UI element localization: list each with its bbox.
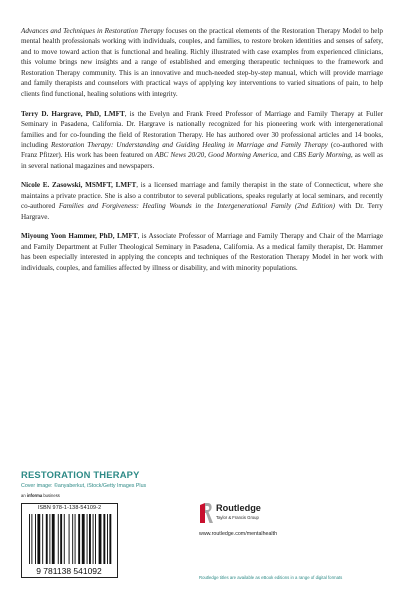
- routledge-r-icon: [199, 502, 214, 524]
- publisher-name: Routledge: [216, 503, 261, 513]
- description-text: focuses on the practical elements of the Restoration Therapy Model to help mental health professionals working with individuals, couples, and families, to restore broken identities and senses of safety, and to move toward action that is functional and healing. Richly illustrated with case examples from experienced clinicians, this volume brings new insights and a range of established and emerging therapeutic techniques to the framework and Restoration Therapy community. This is an innovative and much-needed step-by-step manual, which will provide marriage and family therapists and counselors with practical ways of applying key interventions to varied situations of pain, to help clients find functional, healing solutions with integrity.: [21, 27, 383, 98]
- barcode-bar: [95, 514, 96, 564]
- publisher-url[interactable]: www.routledge.com/mentalhealth: [199, 531, 278, 537]
- barcode-bar: [107, 514, 108, 564]
- ebook-availability-note: Routledge titles are available as eBook editions in a range of digital formats: [199, 575, 343, 580]
- barcode-bar: [82, 514, 85, 564]
- bio-text-segment: , and: [277, 151, 294, 160]
- barcode-bar: [64, 514, 65, 564]
- author-name: Nicole E. Zasowski, MSMFT, LMFT: [21, 181, 137, 190]
- isbn-number: ISBN 978-1-138-54109-2: [37, 505, 102, 511]
- italic-work-title: Families and Forgiveness: Healing Wounds in the Intergenerational Family (2nd Edition): [58, 202, 336, 211]
- barcode-bar: [31, 514, 32, 564]
- barcode-bar: [49, 514, 50, 564]
- informa-business-label: an informa business: [21, 493, 60, 498]
- barcode-bar: [42, 514, 43, 564]
- barcode-bar: [46, 514, 48, 564]
- barcode-bar: [58, 514, 59, 564]
- book-title: Advances and Techniques in Restoration Therapy: [21, 27, 164, 35]
- barcode-bar: [52, 514, 55, 564]
- barcode-bar: [99, 514, 102, 564]
- barcode-bar: [69, 514, 70, 564]
- bio-text-segment: , is a licensed marriage and family therapist in the state of Connecticut, where she maintains a private practice. She is also a contributor to several publications, speaks regularly at local seminars, and recently co-authored: [21, 181, 383, 211]
- bio-text-segment: , is the Evelyn and Frank Freed Professor of Marriage and Family Therapy at Fuller Seminary in Pasadena, California. Dr. Hargrave is nationally recognized for his pioneering work with intergenerational families and for co-founding the field of Restoration Therapy. He has authored over 30 professional articles and 14 books, including: [21, 109, 383, 150]
- barcode-bar: [60, 514, 62, 564]
- barcode-bar: [103, 514, 105, 564]
- author-name: Miyoung Yoon Hammer, PhD, LMFT: [21, 232, 138, 241]
- author-bio-text: [21, 110, 383, 170]
- author-bio-hargrave: [21, 109, 383, 172]
- cover-image-credit: Cover image: ©anyaberkut, iStock/Getty Images Plus: [21, 482, 147, 489]
- bio-text-segment: with Dr. Terry Hargrave.: [21, 202, 383, 221]
- bio-text-segment: , as well as in several national magazines and newspapers.: [21, 151, 384, 170]
- barcode-bar: [37, 514, 40, 564]
- barcode-bar: [29, 514, 30, 564]
- barcode-icon: [25, 514, 114, 576]
- publisher-subtitle: Taylor & Francis Group: [216, 514, 259, 520]
- italic-work-title: CBS Early Morning: [293, 151, 351, 160]
- barcode-bar: [109, 514, 111, 564]
- italic-work-title: ABC News 20/20, Good Morning America: [154, 151, 278, 160]
- barcode-bar: [72, 514, 73, 564]
- author-name: Terry D. Hargrave, PhD, LMFT: [21, 109, 125, 118]
- barcode-bar: [75, 514, 76, 564]
- barcode-bar: [78, 514, 80, 564]
- series-title: RESTORATION THERAPY: [21, 469, 140, 480]
- back-cover-text: [21, 26, 383, 282]
- italic-work-title: Restoration Therapy: Understanding and Guiding Healing in Marriage and Family Therapy: [50, 141, 328, 150]
- barcode-bar: [89, 514, 91, 564]
- author-bio-zasowski: [21, 180, 383, 222]
- barcode-digits: 9 781138 541092: [36, 566, 102, 576]
- barcode-bar: [35, 514, 36, 564]
- isbn-barcode-box: [21, 503, 118, 578]
- bio-text-segment: , is Associate Professor of Marriage and Family Therapy and Chair of the Marriage and Family Department at Fuller Theological Seminary in Pasadena, California. As a medical family therapist, Dr. Hammer has been especially interested in applying the concepts and techniques of the Restoration Therapy Model in her work with individuals, couples, and families affected by illness or disability, and with minority populations.: [21, 232, 383, 272]
- description-paragraph: [21, 26, 383, 99]
- bio-text-segment: (co-authored with Franz Pfitzer). His work has been featured on: [21, 141, 383, 160]
- routledge-logo: [199, 502, 267, 530]
- barcode-bar: [87, 514, 88, 564]
- barcode-bar: [93, 514, 94, 564]
- author-bio-hammer: [21, 231, 383, 273]
- informa-brand: informa: [26, 493, 43, 498]
